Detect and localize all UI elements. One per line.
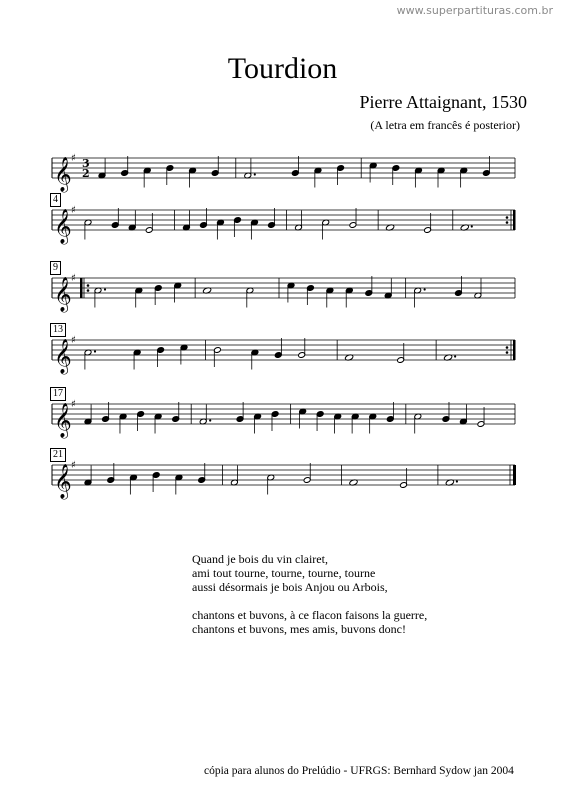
time-signature-top: 3	[82, 157, 90, 170]
time-signature-bottom: 2	[82, 167, 90, 180]
augmentation-dot	[254, 173, 256, 175]
lyric-line: Quand je bois du vin clairet,	[192, 552, 328, 566]
repeat-dot	[506, 351, 509, 354]
lyrics-stanza-1	[192, 552, 427, 594]
lyric-line: ami tout tourne, tourne, tourne, tourne	[192, 566, 376, 580]
sharp-icon: ♯	[71, 205, 76, 216]
augmentation-dot	[104, 288, 106, 290]
watermark: www.superpartituras.com.br	[396, 4, 553, 17]
composer-credit: Pierre Attaignant, 1530	[359, 92, 527, 112]
final-thick-bar	[513, 465, 516, 485]
repeat-dot	[87, 289, 90, 292]
repeat-thick-bar	[513, 340, 516, 360]
lyric-line: chantons et buvons, à ce flacon faisons la guerre,	[192, 608, 428, 622]
repeat-dot	[506, 221, 509, 224]
augmentation-dot	[456, 480, 458, 482]
lyrics-stanza-2	[192, 608, 427, 636]
repeat-thick-bar	[513, 210, 516, 230]
repeat-thick-bar	[80, 278, 83, 298]
lyric-note: (A letra em francês é posterior)	[370, 118, 520, 132]
treble-clef-icon: 𝄞	[54, 339, 72, 374]
sharp-icon: ♯	[71, 273, 76, 284]
measure-number: 17	[50, 387, 66, 401]
measure-number: 13	[50, 323, 66, 337]
treble-clef-icon: 𝄞	[54, 403, 72, 438]
piece-title: Tourdion	[227, 52, 338, 85]
augmentation-dot	[209, 419, 211, 421]
treble-clef-icon: 𝄞	[54, 209, 72, 244]
footer-credit: cópia para alunos do Prelúdio - UFRGS: Bernhard Sydow jan 2004	[204, 765, 514, 777]
sharp-icon: ♯	[71, 335, 76, 346]
lyric-line: chantons et buvons, mes amis, buvons donc!	[192, 622, 406, 636]
augmentation-dot	[454, 355, 456, 357]
treble-clef-icon: 𝄞	[54, 277, 72, 312]
sharp-icon: ♯	[71, 153, 76, 164]
sharp-icon: ♯	[71, 399, 76, 410]
repeat-dot	[506, 216, 509, 219]
measure-number: 4	[50, 193, 61, 207]
treble-clef-icon: 𝄞	[54, 157, 72, 192]
measure-number: 9	[50, 261, 61, 275]
measure-number: 21	[50, 448, 66, 462]
treble-clef-icon: 𝄞	[54, 464, 72, 499]
lyrics-block	[192, 552, 427, 650]
repeat-dot	[506, 346, 509, 349]
augmentation-dot	[471, 225, 473, 227]
sharp-icon: ♯	[71, 460, 76, 471]
augmentation-dot	[94, 350, 96, 352]
lyric-line: aussi désormais je bois Anjou ou Arbois,	[192, 580, 388, 594]
repeat-dot	[87, 284, 90, 287]
augmentation-dot	[424, 288, 426, 290]
